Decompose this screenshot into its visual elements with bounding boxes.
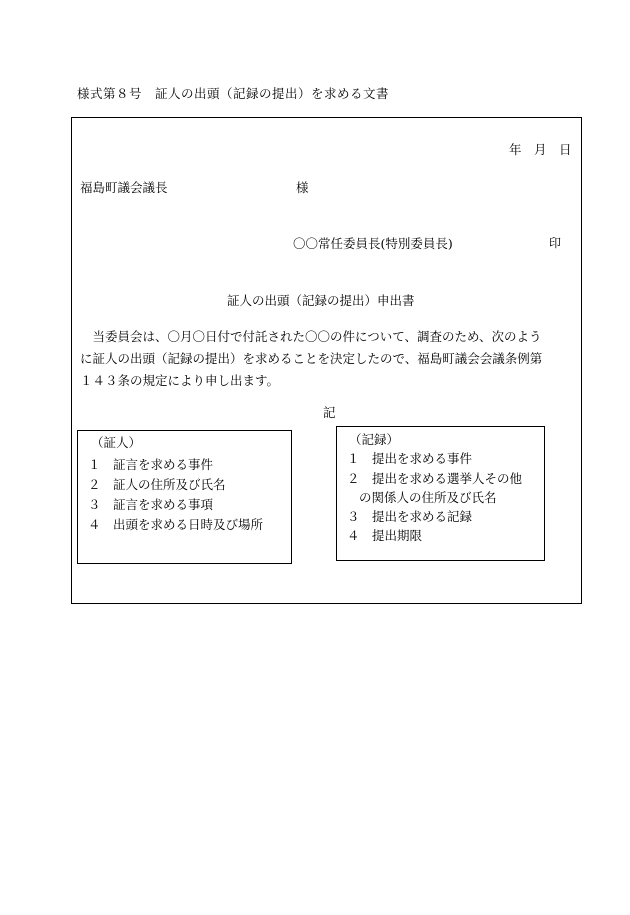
body-paragraph	[80, 326, 580, 392]
witness-item: １ 証言を求める事件	[88, 457, 214, 472]
form-heading: 様式第８号 証人の出頭（記録の提出）を求める文書	[77, 86, 390, 101]
body-line: に証人の出頭（記録の提出）を求めることを決定したので、福島町議会会議条例第	[80, 351, 543, 366]
document-title: 証人の出頭（記録の提出）申出書	[227, 293, 415, 308]
body-line: 当委員会は、〇月〇日付で付託された〇〇の件について、調査のため、次のよう	[80, 329, 542, 344]
witness-item: ４ 出頭を求める日時及び場所	[88, 517, 264, 532]
witness-item: ２ 証人の住所及び氏名	[88, 477, 226, 492]
records-box-title: （記録）	[349, 432, 400, 447]
body-line: １４３条の規定により申し出ます。	[80, 373, 280, 388]
records-item: ３ 提出を求める記録	[347, 509, 473, 524]
sender: 〇〇常任委員長(特別委員長)	[293, 236, 453, 251]
witness-box-title: （証人）	[91, 435, 142, 450]
honorific: 様	[296, 180, 309, 195]
witness-item: ３ 証言を求める事項	[88, 497, 214, 512]
date-line: 年 月 日	[509, 142, 572, 157]
records-item: １ 提出を求める事件	[347, 451, 473, 466]
records-item: ２ 提出を求める選挙人その他	[347, 471, 523, 486]
records-item: の関係人の住所及び氏名	[359, 490, 497, 505]
seal-mark: 印	[549, 236, 562, 250]
records-box	[336, 426, 545, 561]
ki-label: 記	[323, 405, 336, 420]
addressee: 福島町議会議長	[80, 180, 168, 195]
witness-box	[77, 430, 292, 564]
records-item: ４ 提出期限	[347, 528, 423, 543]
